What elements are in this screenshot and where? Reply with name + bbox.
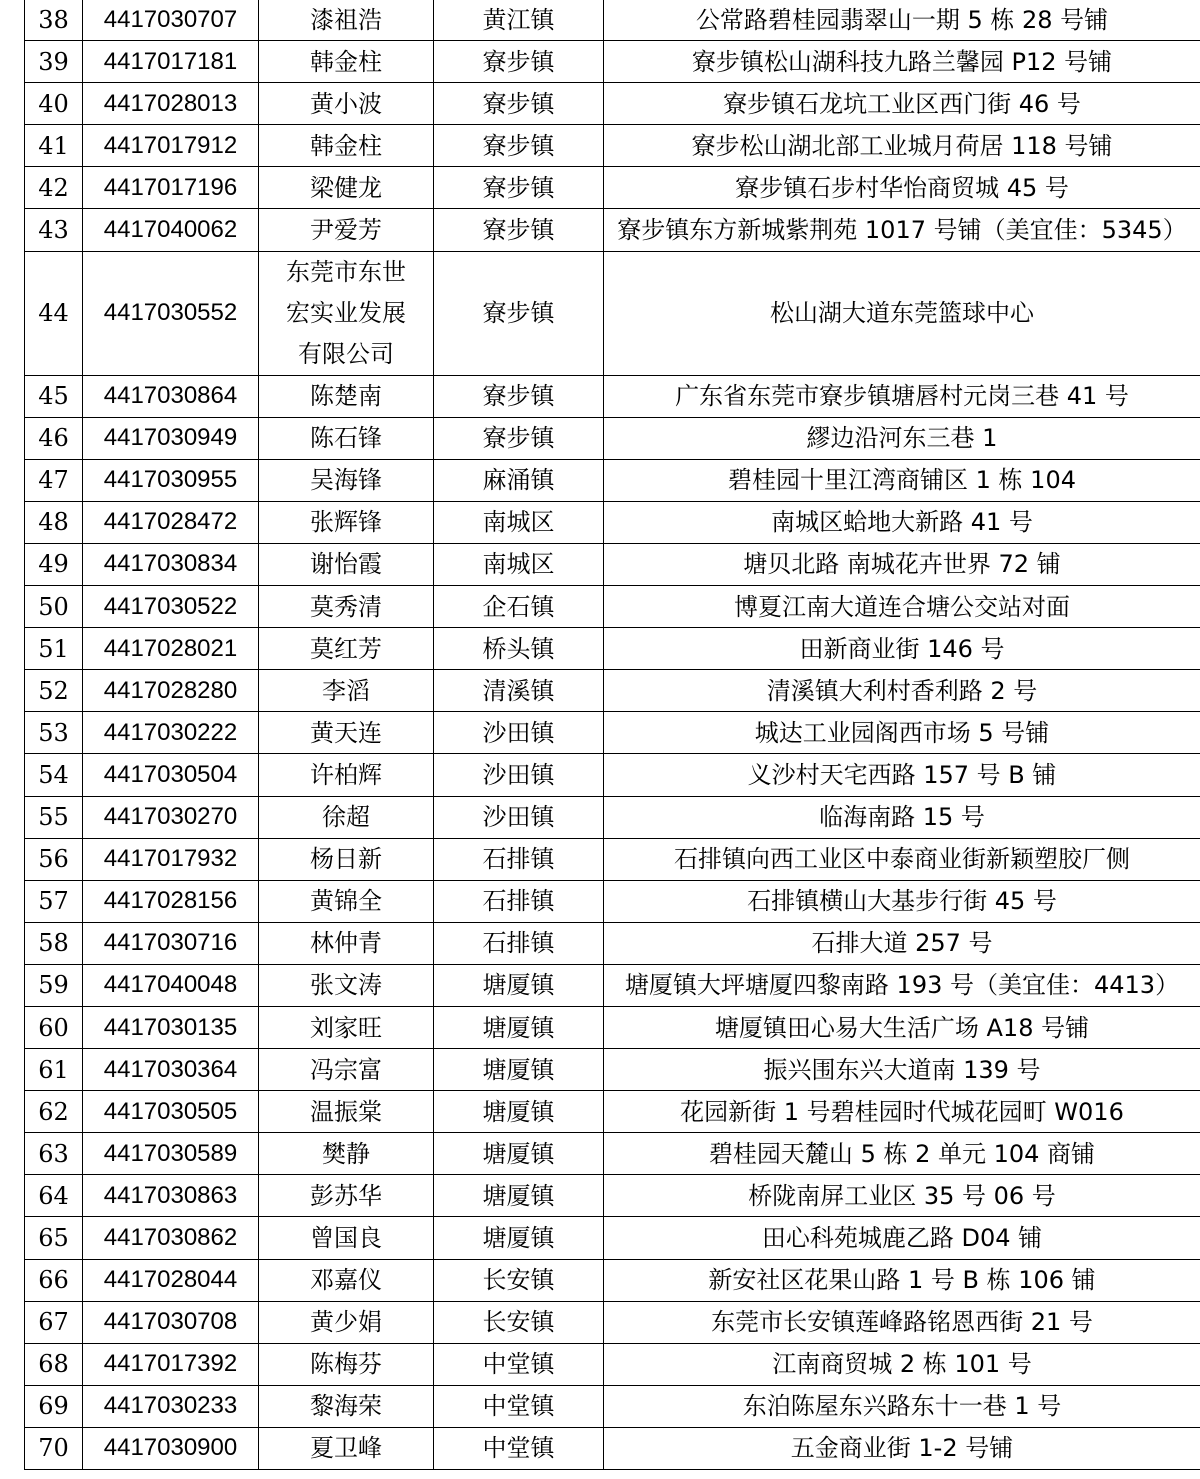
holder-name-cell: 彭苏华 <box>259 1175 434 1217</box>
holder-name-cell: 韩金柱 <box>259 125 434 167</box>
table-row <box>25 1301 1200 1343</box>
row-number-cell: 66 <box>25 1259 83 1301</box>
holder-name-cell: 温振棠 <box>259 1091 434 1133</box>
license-code-cell: 4417030863 <box>83 1175 259 1217</box>
license-code-cell: 4417030522 <box>83 586 259 628</box>
shop-address-cell: 东泊陈屋东兴路东十一巷 1 号 <box>604 1385 1200 1427</box>
table-row <box>25 1217 1200 1259</box>
row-number-cell: 53 <box>25 712 83 754</box>
shop-address-cell: 寮步镇石龙坑工业区西门街 46 号 <box>604 83 1200 125</box>
table-row <box>25 1427 1200 1469</box>
holder-name-cell: 黎海荣 <box>259 1385 434 1427</box>
shop-address-cell: 博夏江南大道连合塘公交站对面 <box>604 586 1200 628</box>
shop-address-cell: 广东省东莞市寮步镇塘唇村元岗三巷 41 号 <box>604 375 1200 417</box>
town-name-cell: 南城区 <box>434 501 604 543</box>
town-name-cell: 塘厦镇 <box>434 1006 604 1048</box>
shop-address-cell: 五金商业街 1-2 号铺 <box>604 1427 1200 1469</box>
row-number-cell: 44 <box>25 251 83 375</box>
license-code-cell: 4417030135 <box>83 1006 259 1048</box>
license-code-cell: 4417030364 <box>83 1049 259 1091</box>
table-row <box>25 628 1200 670</box>
table-row <box>25 167 1200 209</box>
license-code-cell: 4417017181 <box>83 41 259 83</box>
table-row <box>25 459 1200 501</box>
shop-address-cell: 塘厦镇大坪塘厦四黎南路 193 号（美宜佳：4413） <box>604 964 1200 1006</box>
shop-address-cell: 城达工业园阁西市场 5 号铺 <box>604 712 1200 754</box>
shop-address-cell: 桥陇南屏工业区 35 号 06 号 <box>604 1175 1200 1217</box>
table-row <box>25 41 1200 83</box>
holder-name-cell: 黄锦全 <box>259 880 434 922</box>
shop-address-cell: 碧桂园十里江湾商铺区 1 栋 104 <box>604 459 1200 501</box>
license-code-cell: 4417030270 <box>83 796 259 838</box>
town-name-cell: 企石镇 <box>434 586 604 628</box>
row-number-cell: 62 <box>25 1091 83 1133</box>
town-name-cell: 寮步镇 <box>434 167 604 209</box>
license-code-cell: 4417030949 <box>83 417 259 459</box>
shop-address-cell: 寮步镇松山湖科技九路兰馨园 P12 号铺 <box>604 41 1200 83</box>
table-row <box>25 1259 1200 1301</box>
holder-name-cell: 漆祖浩 <box>259 0 434 41</box>
town-name-cell: 中堂镇 <box>434 1385 604 1427</box>
town-name-cell: 寮步镇 <box>434 251 604 375</box>
town-name-cell: 中堂镇 <box>434 1343 604 1385</box>
town-name-cell: 石排镇 <box>434 922 604 964</box>
holder-name-cell: 陈石锋 <box>259 417 434 459</box>
town-name-cell: 清溪镇 <box>434 670 604 712</box>
holder-name-cell: 夏卫峰 <box>259 1427 434 1469</box>
table-row <box>25 670 1200 712</box>
license-code-cell: 4417028021 <box>83 628 259 670</box>
table-row <box>25 1006 1200 1048</box>
row-number-cell: 60 <box>25 1006 83 1048</box>
town-name-cell: 塘厦镇 <box>434 1133 604 1175</box>
license-code-cell: 4417017196 <box>83 167 259 209</box>
row-number-cell: 45 <box>25 375 83 417</box>
holder-name-cell: 黄小波 <box>259 83 434 125</box>
town-name-cell: 塘厦镇 <box>434 1049 604 1091</box>
holder-name-cell <box>259 251 434 375</box>
shop-address-cell: 临海南路 15 号 <box>604 796 1200 838</box>
town-name-cell: 塘厦镇 <box>434 1217 604 1259</box>
town-name-cell: 沙田镇 <box>434 796 604 838</box>
row-number-cell: 51 <box>25 628 83 670</box>
holder-name-cell: 樊静 <box>259 1133 434 1175</box>
shop-address-cell: 义沙村天宅西路 157 号 B 铺 <box>604 754 1200 796</box>
table-row <box>25 1049 1200 1091</box>
holder-name-cell: 林仲青 <box>259 922 434 964</box>
town-name-cell: 南城区 <box>434 543 604 585</box>
table-row <box>25 83 1200 125</box>
shop-address-cell: 振兴围东兴大道南 139 号 <box>604 1049 1200 1091</box>
row-number-cell: 49 <box>25 543 83 585</box>
license-code-cell: 4417030955 <box>83 459 259 501</box>
license-code-cell: 4417028472 <box>83 501 259 543</box>
table-row <box>25 209 1200 251</box>
holder-name: 东莞市东世宏实业发展有限公司 <box>286 257 406 368</box>
license-code-cell: 4417030862 <box>83 1217 259 1259</box>
shop-address-cell: 江南商贸城 2 栋 101 号 <box>604 1343 1200 1385</box>
row-number-cell: 39 <box>25 41 83 83</box>
holder-name-cell: 尹爱芳 <box>259 209 434 251</box>
town-name-cell: 石排镇 <box>434 838 604 880</box>
holder-name-cell: 吴海锋 <box>259 459 434 501</box>
row-number-cell: 43 <box>25 209 83 251</box>
license-code-cell: 4417030716 <box>83 922 259 964</box>
table-row <box>25 586 1200 628</box>
license-code-cell: 4417030864 <box>83 375 259 417</box>
town-name-cell: 长安镇 <box>434 1301 604 1343</box>
shop-address-cell: 石排大道 257 号 <box>604 922 1200 964</box>
shop-address-cell: 塘贝北路 南城花卉世界 72 铺 <box>604 543 1200 585</box>
table-row <box>25 125 1200 167</box>
town-name-cell: 寮步镇 <box>434 375 604 417</box>
holder-name-cell: 冯宗富 <box>259 1049 434 1091</box>
license-code-cell: 4417017912 <box>83 125 259 167</box>
table-row <box>25 712 1200 754</box>
row-number-cell: 57 <box>25 880 83 922</box>
table-row <box>25 251 1200 375</box>
license-code-cell: 4417017932 <box>83 838 259 880</box>
shop-address-cell: 寮步松山湖北部工业城月荷居 118 号铺 <box>604 125 1200 167</box>
table-row <box>25 964 1200 1006</box>
town-name-cell: 石排镇 <box>434 880 604 922</box>
town-name-cell: 塘厦镇 <box>434 964 604 1006</box>
license-code-cell: 4417030708 <box>83 1301 259 1343</box>
row-number-cell: 58 <box>25 922 83 964</box>
table-row <box>25 1385 1200 1427</box>
table-row <box>25 1343 1200 1385</box>
row-number-cell: 56 <box>25 838 83 880</box>
holder-name-cell: 黄天连 <box>259 712 434 754</box>
shop-address-cell: 石排镇横山大基步行街 45 号 <box>604 880 1200 922</box>
shop-address-cell: 公常路碧桂园翡翠山一期 5 栋 28 号铺 <box>604 0 1200 41</box>
holder-name-cell: 邓嘉仪 <box>259 1259 434 1301</box>
table-body <box>25 0 1200 1470</box>
holder-name-cell: 谢怡霞 <box>259 543 434 585</box>
town-name-cell: 寮步镇 <box>434 209 604 251</box>
shop-address-cell: 田心科苑城鹿乙路 D04 铺 <box>604 1217 1200 1259</box>
holder-name-cell: 徐超 <box>259 796 434 838</box>
holder-name-cell: 杨日新 <box>259 838 434 880</box>
shop-address-cell: 东莞市长安镇莲峰路铭恩西街 21 号 <box>604 1301 1200 1343</box>
town-name-cell: 沙田镇 <box>434 754 604 796</box>
license-code-cell: 4417028044 <box>83 1259 259 1301</box>
row-number-cell: 65 <box>25 1217 83 1259</box>
holder-name-cell: 陈楚南 <box>259 375 434 417</box>
row-number-cell: 61 <box>25 1049 83 1091</box>
town-name-cell: 中堂镇 <box>434 1427 604 1469</box>
row-number-cell: 42 <box>25 167 83 209</box>
row-number-cell: 48 <box>25 501 83 543</box>
shop-address-cell: 松山湖大道东莞篮球中心 <box>604 251 1200 375</box>
row-number-cell: 50 <box>25 586 83 628</box>
table-row <box>25 796 1200 838</box>
license-code-cell: 4417028280 <box>83 670 259 712</box>
town-name-cell: 寮步镇 <box>434 83 604 125</box>
holder-name-cell: 张辉锋 <box>259 501 434 543</box>
town-name-cell: 长安镇 <box>434 1259 604 1301</box>
row-number-cell: 52 <box>25 670 83 712</box>
table-row <box>25 754 1200 796</box>
table-row <box>25 375 1200 417</box>
holder-name-cell: 莫红芳 <box>259 628 434 670</box>
town-name-cell: 塘厦镇 <box>434 1175 604 1217</box>
shop-address-cell: 繆边沿河东三巷 1 <box>604 417 1200 459</box>
table-row <box>25 0 1200 41</box>
table-row <box>25 922 1200 964</box>
license-code-cell: 4417030707 <box>83 0 259 41</box>
table-row <box>25 543 1200 585</box>
row-number-cell: 70 <box>25 1427 83 1469</box>
license-code-cell: 4417030834 <box>83 543 259 585</box>
shop-address-cell: 石排镇向西工业区中泰商业街新颖塑胶厂侧 <box>604 838 1200 880</box>
license-code-cell: 4417017392 <box>83 1343 259 1385</box>
license-code-cell: 4417028013 <box>83 83 259 125</box>
shop-address-cell: 南城区蛤地大新路 41 号 <box>604 501 1200 543</box>
table-row <box>25 501 1200 543</box>
town-name-cell: 寮步镇 <box>434 125 604 167</box>
license-code-cell: 4417040062 <box>83 209 259 251</box>
row-number-cell: 69 <box>25 1385 83 1427</box>
shop-address-cell: 新安社区花果山路 1 号 B 栋 106 铺 <box>604 1259 1200 1301</box>
town-name-cell: 寮步镇 <box>434 41 604 83</box>
holder-name-cell: 黄少娟 <box>259 1301 434 1343</box>
row-number-cell: 46 <box>25 417 83 459</box>
row-number-cell: 55 <box>25 796 83 838</box>
row-number-cell: 68 <box>25 1343 83 1385</box>
license-code-cell: 4417040048 <box>83 964 259 1006</box>
town-name-cell: 沙田镇 <box>434 712 604 754</box>
holder-name-cell: 韩金柱 <box>259 41 434 83</box>
row-number-cell: 47 <box>25 459 83 501</box>
shop-address-cell: 碧桂园天麓山 5 栋 2 单元 104 商铺 <box>604 1133 1200 1175</box>
table-row <box>25 1091 1200 1133</box>
row-number-cell: 63 <box>25 1133 83 1175</box>
table-row <box>25 880 1200 922</box>
holder-name-cell: 梁健龙 <box>259 167 434 209</box>
shop-address-cell: 田新商业街 146 号 <box>604 628 1200 670</box>
shop-address-cell: 塘厦镇田心易大生活广场 A18 号铺 <box>604 1006 1200 1048</box>
table-row <box>25 417 1200 459</box>
holder-name-cell: 许柏辉 <box>259 754 434 796</box>
town-name-cell: 麻涌镇 <box>434 459 604 501</box>
holder-name-cell: 曾国良 <box>259 1217 434 1259</box>
town-name-cell: 塘厦镇 <box>434 1091 604 1133</box>
license-code-cell: 4417030504 <box>83 754 259 796</box>
table-row <box>25 838 1200 880</box>
row-number-cell: 64 <box>25 1175 83 1217</box>
town-name-cell: 桥头镇 <box>434 628 604 670</box>
license-code-cell: 4417030900 <box>83 1427 259 1469</box>
row-number-cell: 54 <box>25 754 83 796</box>
license-code-cell: 4417030222 <box>83 712 259 754</box>
row-number-cell: 38 <box>25 0 83 41</box>
retailer-table <box>24 0 1200 1470</box>
row-number-cell: 67 <box>25 1301 83 1343</box>
town-name-cell: 黄江镇 <box>434 0 604 41</box>
holder-name-cell: 莫秀清 <box>259 586 434 628</box>
town-name-cell: 寮步镇 <box>434 417 604 459</box>
holder-name-cell: 张文涛 <box>259 964 434 1006</box>
license-code-cell: 4417030589 <box>83 1133 259 1175</box>
license-code-cell: 4417030552 <box>83 251 259 375</box>
holder-name-cell: 陈梅芬 <box>259 1343 434 1385</box>
holder-name-cell: 刘家旺 <box>259 1006 434 1048</box>
row-number-cell: 40 <box>25 83 83 125</box>
shop-address-cell: 清溪镇大利村香利路 2 号 <box>604 670 1200 712</box>
row-number-cell: 59 <box>25 964 83 1006</box>
table-row <box>25 1175 1200 1217</box>
shop-address-cell: 寮步镇石步村华怡商贸城 45 号 <box>604 167 1200 209</box>
shop-address-cell: 花园新街 1 号碧桂园时代城花园町 W016 <box>604 1091 1200 1133</box>
license-code-cell: 4417030233 <box>83 1385 259 1427</box>
table-row <box>25 1133 1200 1175</box>
license-code-cell: 4417030505 <box>83 1091 259 1133</box>
row-number-cell: 41 <box>25 125 83 167</box>
shop-address-cell: 寮步镇东方新城紫荆苑 1017 号铺（美宜佳：5345） <box>604 209 1200 251</box>
license-code-cell: 4417028156 <box>83 880 259 922</box>
holder-name-cell: 李滔 <box>259 670 434 712</box>
